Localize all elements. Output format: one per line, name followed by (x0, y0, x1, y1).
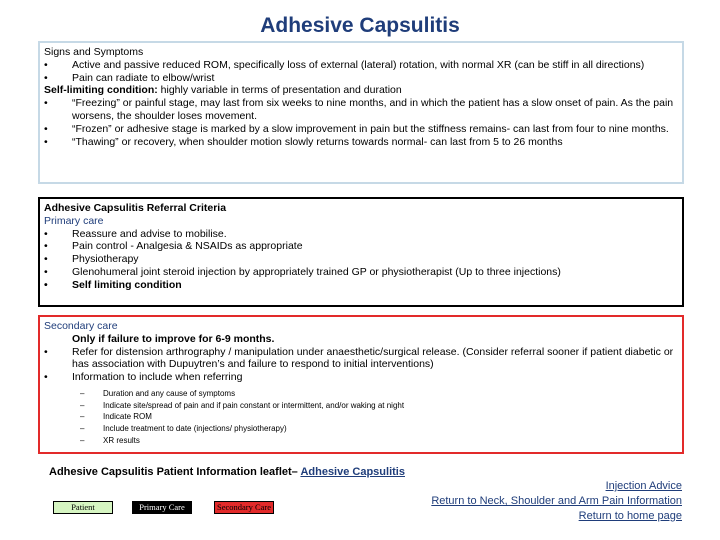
list-item: • Physiotherapy (44, 253, 678, 266)
patient-button[interactable]: Patient (53, 501, 113, 514)
list-item: • Pain control - Analgesia & NSAIDs as appropriate (44, 240, 678, 253)
list-item: • Information to include when referring (44, 371, 678, 384)
sub-list-item: – XR results (44, 435, 678, 447)
referral-criteria-box (38, 197, 684, 307)
self-limiting-line (44, 84, 678, 97)
secondary-care-button[interactable]: Secondary Care (214, 501, 274, 514)
sub-list-item: – Include treatment to date (injections/ physiotherapy) (44, 423, 678, 435)
injection-advice-link[interactable]: Injection Advice (605, 480, 682, 492)
leaflet-label: Adhesive Capsulitis Patient Information leaflet– (49, 466, 301, 478)
sub-list-item: – Duration and any cause of symptoms (44, 388, 678, 400)
patient-leaflet-line (49, 466, 405, 478)
page-title: Adhesive Capsulitis (260, 14, 460, 37)
signs-heading: Signs and Symptoms (44, 46, 144, 58)
list-item: • Active and passive reduced ROM, specifically loss of external (lateral) rotation, with normal XR (can be stiff in all directions) (44, 59, 678, 72)
list-item: • “Freezing” or painful stage, may last from six weeks to nine months, and in which the patient has a slow onset of pain. As the pain worsens, the shoulder loses movement. (44, 97, 678, 123)
secondary-condition: Only if failure to improve for 6-9 months. (72, 332, 275, 345)
leaflet-link[interactable]: Adhesive Capsulitis (300, 466, 405, 478)
secondary-care-box (38, 315, 684, 454)
list-item: • “Frozen” or adhesive stage is marked by a slow improvement in pain but the stiffness remains- can last from four to nine months. (44, 123, 678, 136)
signs-symptoms-box (38, 41, 684, 184)
nav-links (431, 479, 682, 524)
return-home-link[interactable]: Return to home page (578, 510, 682, 522)
list-item: • Pain can radiate to elbow/wrist (44, 72, 678, 85)
list-item: • Glenohumeral joint steroid injection by appropriately trained GP or physiotherapist (Up to three injections) (44, 266, 678, 279)
sub-list-item: – Indicate ROM (44, 411, 678, 423)
return-neck-shoulder-link[interactable]: Return to Neck, Shoulder and Arm Pain Information (431, 495, 682, 507)
list-item: • Reassure and advise to mobilise. (44, 228, 678, 241)
primary-care-button[interactable]: Primary Care (132, 501, 192, 514)
referral-heading: Adhesive Capsulitis Referral Criteria (44, 202, 227, 214)
self-limiting-label: Self-limiting condition: (44, 84, 158, 97)
primary-care-heading: Primary care (44, 214, 104, 227)
list-item: • Self limiting condition (44, 279, 678, 292)
sub-list-item: – Indicate site/spread of pain and if pain constant or intermittent, and/or waking at night (44, 400, 678, 412)
secondary-care-heading: Secondary care (44, 320, 118, 332)
self-limiting-text: highly variable in terms of presentation and duration (157, 84, 402, 97)
list-item: • “Thawing” or recovery, when shoulder motion slowly returns towards normal- can last from 5 to 26 months (44, 136, 678, 149)
list-item: • Refer for distension arthrography / manipulation under anaesthetic/surgical release. (Consider referral sooner if patient diabetic or has association with Dupuytren’s and failure to respond to initial interventions) (44, 346, 678, 372)
